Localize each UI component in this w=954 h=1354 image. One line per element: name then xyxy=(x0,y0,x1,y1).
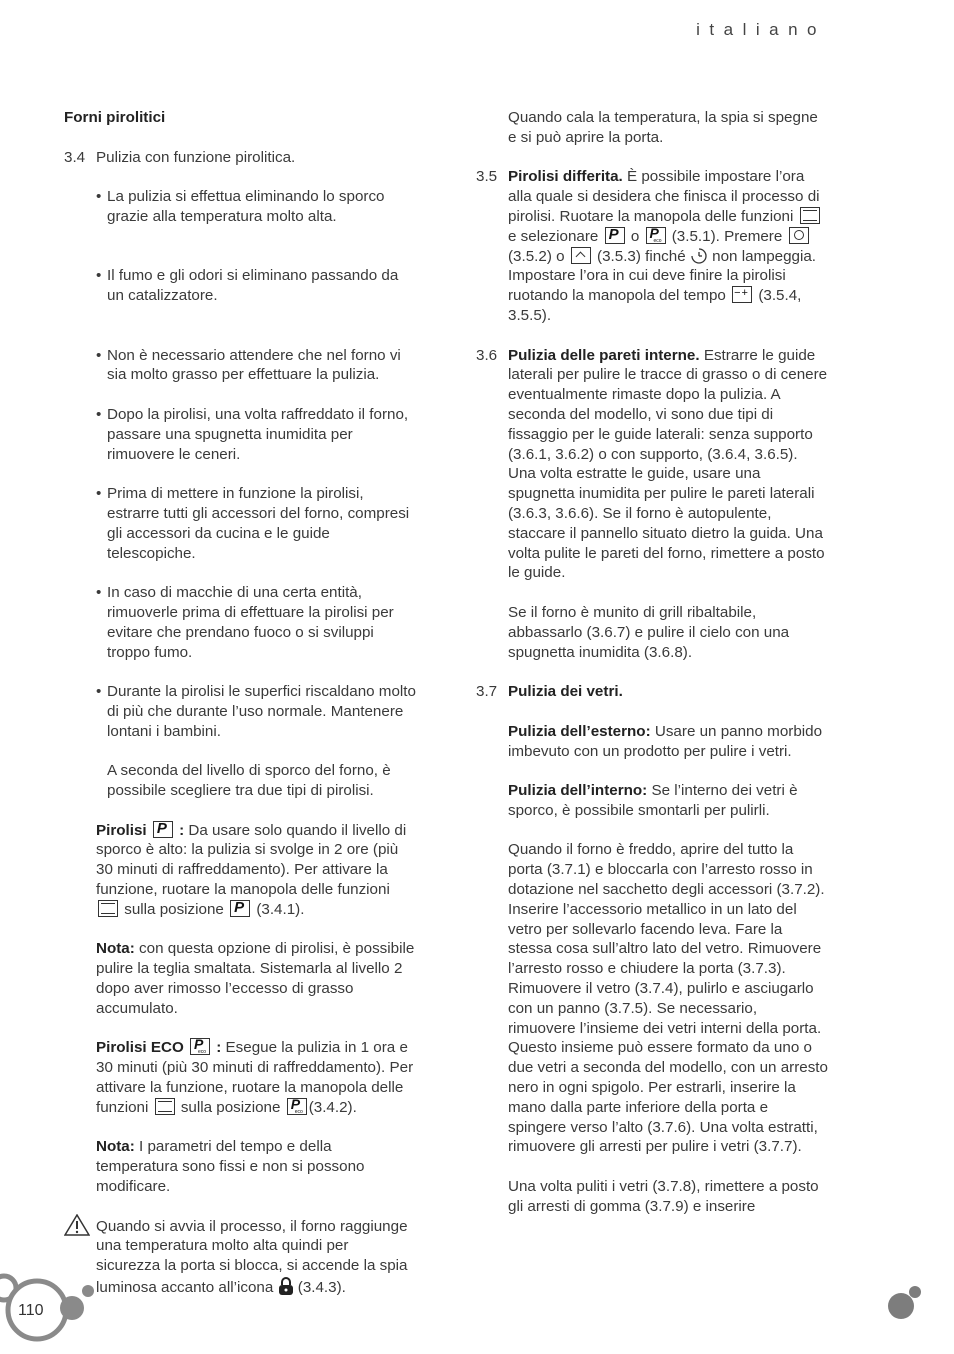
bullet-item: • Il fumo e gli odori si eliminano passando da un catalizzatore. xyxy=(64,266,416,306)
function-knob-icon xyxy=(98,900,118,917)
warning-paragraph: Quando si avvia il processo, il forno raggiunge una temperatura molto alta quindi per sicurezza la porta si blocca, si accende la spia luminosa accanto all’icona (3.4.3). xyxy=(64,1217,416,1298)
section-3-5-paragraph: 3.5 Pirolisi differita. È possibile impostare l’ora alla quale si desidera che finisca il processo di pirolisi. Ruotare la manopola delle funzioni e selezionare P o eco P (3.5.1). Premere (3.5.2) o (3.5.3) finché non lampeggia. Impostare l’ora in cui deve finire la pirolisi ruotando la manopola del tempo − + (3.5.4, 3.5.5). xyxy=(476,167,828,325)
language-label: italiano xyxy=(696,20,826,39)
lock-icon xyxy=(278,1276,294,1296)
cooling-text: Quando cala la temperatura, la spia si spegne e si può aprire la porta. xyxy=(508,109,818,146)
pyrolysis-p-icon xyxy=(153,821,173,838)
warning-icon xyxy=(64,1214,90,1236)
timer-icon xyxy=(690,247,708,265)
section-3-4-heading: 3.4 Pulizia con funzione pirolitica. xyxy=(64,148,296,166)
pyrolysis-eco-icon xyxy=(287,1098,307,1115)
function-knob-icon xyxy=(800,207,820,224)
right-column xyxy=(476,108,828,1217)
bullet-item: • Dopo la pirolisi, una volta raffreddato il forno, passare una spugnetta inumidita per rimuovere le ceneri. xyxy=(64,405,416,464)
bullet-item: • Prima di mettere in funzione la pirolisi, estrarre tutti gli accessori del forno, compresi gli accessori da cucina e le guide telescopiche. xyxy=(64,484,416,563)
clock-icon xyxy=(789,227,809,244)
cold-oven-paragraph: Quando il forno è freddo, aprire del tutto la porta (3.7.1) e bloccarla con l’arresto rosso in dotazione nel sacchetto degli accessori (3.7.2). Inserire l’accessorio metallico in un lato del vetro per sollevarlo facendo leva. Fare la stessa cosa sull’altro lato del vetro. Rimuovere l’arresto rosso e chiudere la porta (3.7.3). Rimuovere il vetro (3.7.4), pulirlo e asciugarlo con un panno (3.7.5). Se necessario, rimuovere l’insieme dei vetri interni della porta. Questo insieme può essere formato da uno o due vetri a seconda del modello, con un arresto nero in ogni spigolo. Per estrarli, inserire la mano dalla parte inferiore della porta e spingere verso l’alto (3.7.6). Una volta estratti, rimuovere gli arresti per pulire i vetri (3.7.7). xyxy=(508,841,828,1156)
note-paragraph: Nota: I parametri del tempo e della temperatura sono fissi e non si possono modificare. xyxy=(96,1138,365,1196)
choice-text: A seconda del livello di sporco del forno, è possibile scegliere tra due tipi di pirolisi. xyxy=(107,762,391,800)
section-title: Forni pirolitici xyxy=(64,109,166,126)
section-3-7-heading: 3.7 Pulizia dei vetri. xyxy=(476,683,623,701)
up-arrow-icon xyxy=(571,247,591,264)
page-number-decoration xyxy=(0,1268,110,1354)
pyrolysis-p-icon xyxy=(605,227,625,244)
exterior-cleaning-paragraph: Pulizia dell’esterno: Usare un panno morbido imbevuto con un prodotto per pulire i vetri. xyxy=(508,722,823,760)
pyrolysis-eco-paragraph: Pirolisi ECO eco P : Esegue la pulizia in 1 ora e 30 minuti (più 30 minuti di raffreddamento). Per attivare la funzione, ruotare la manopola delle funzioni sulla posizione eco P (3.4.2). xyxy=(64,1038,416,1117)
bullet-item: • Durante la pirolisi le superfici riscaldano molto di più che durante l’uso normale. Mantenere lontani i bambini. xyxy=(64,682,416,741)
interior-cleaning-paragraph: Pulizia dell’interno: Se l’interno dei vetri è sporco, è possibile smontarli per pulirli. xyxy=(508,782,798,819)
corner-decoration xyxy=(880,1280,930,1324)
bullet-item: • La pulizia si effettua eliminando lo sporco grazie alla temperatura molto alta. xyxy=(64,187,416,227)
pyrolysis-paragraph: Pirolisi P : Da usare solo quando il livello di sporco è alto: la pulizia si svolge in 2 ore (più 30 minuti di raffreddamento). Per attivare la funzione, ruotare la manopola delle funzioni sulla posizione P (3.4.1). xyxy=(64,821,416,920)
left-column xyxy=(64,108,416,1298)
pyrolysis-eco-icon xyxy=(646,227,666,244)
plus-minus-icon xyxy=(732,286,752,303)
pyrolysis-eco-icon xyxy=(190,1038,210,1055)
bullet-item: • In caso di macchie di una certa entità, rimuoverle prima di effettuare la pirolisi per evitare che prendano fuoco o si sviluppi troppo fumo. xyxy=(64,583,416,662)
pyrolysis-p-icon xyxy=(230,900,250,917)
note-paragraph: Nota: con questa opzione di pirolisi, è possibile pulire la teglia smaltata. Sistemarla al livello 2 dopo aver rimosso l’eccesso di grasso accumulato. xyxy=(96,940,415,1017)
bullet-item: • Non è necessario attendere che nel forno vi sia molto grasso per effettuare la pulizia. xyxy=(64,346,416,386)
section-3-6-paragraph: 3.6 Pulizia delle pareti interne. Estrarre le guide laterali per pulire le tracce di grasso o di cenere eventualmente rimaste dopo la pulizia. A seconda del modello, vi sono due tipi di fissaggio per le guide laterali: senza supporto (3.6.1, 3.6.2) o con supporto, (3.6.4, 3.6.5). Una volta estratte le guide, usare una spugnetta inumidita per pulire le pareti laterali (3.6.3, 3.6.6). Se il forno è autopulente, staccare il pannello situato dietro la guida. Una volta pulite le pareti del forno, rimettere a posto le guide. xyxy=(476,346,828,582)
grill-paragraph: Se il forno è munito di grill ribaltabile, abbassarlo (3.6.7) e pulire il cielo con una spugnetta inumidita (3.6.8). xyxy=(508,603,790,661)
page-number: 110 xyxy=(18,1302,44,1319)
function-knob-icon xyxy=(155,1098,175,1115)
final-paragraph: Una volta puliti i vetri (3.7.8), rimettere a posto gli arresti di gomma (3.7.9) e inserire xyxy=(508,1178,819,1215)
